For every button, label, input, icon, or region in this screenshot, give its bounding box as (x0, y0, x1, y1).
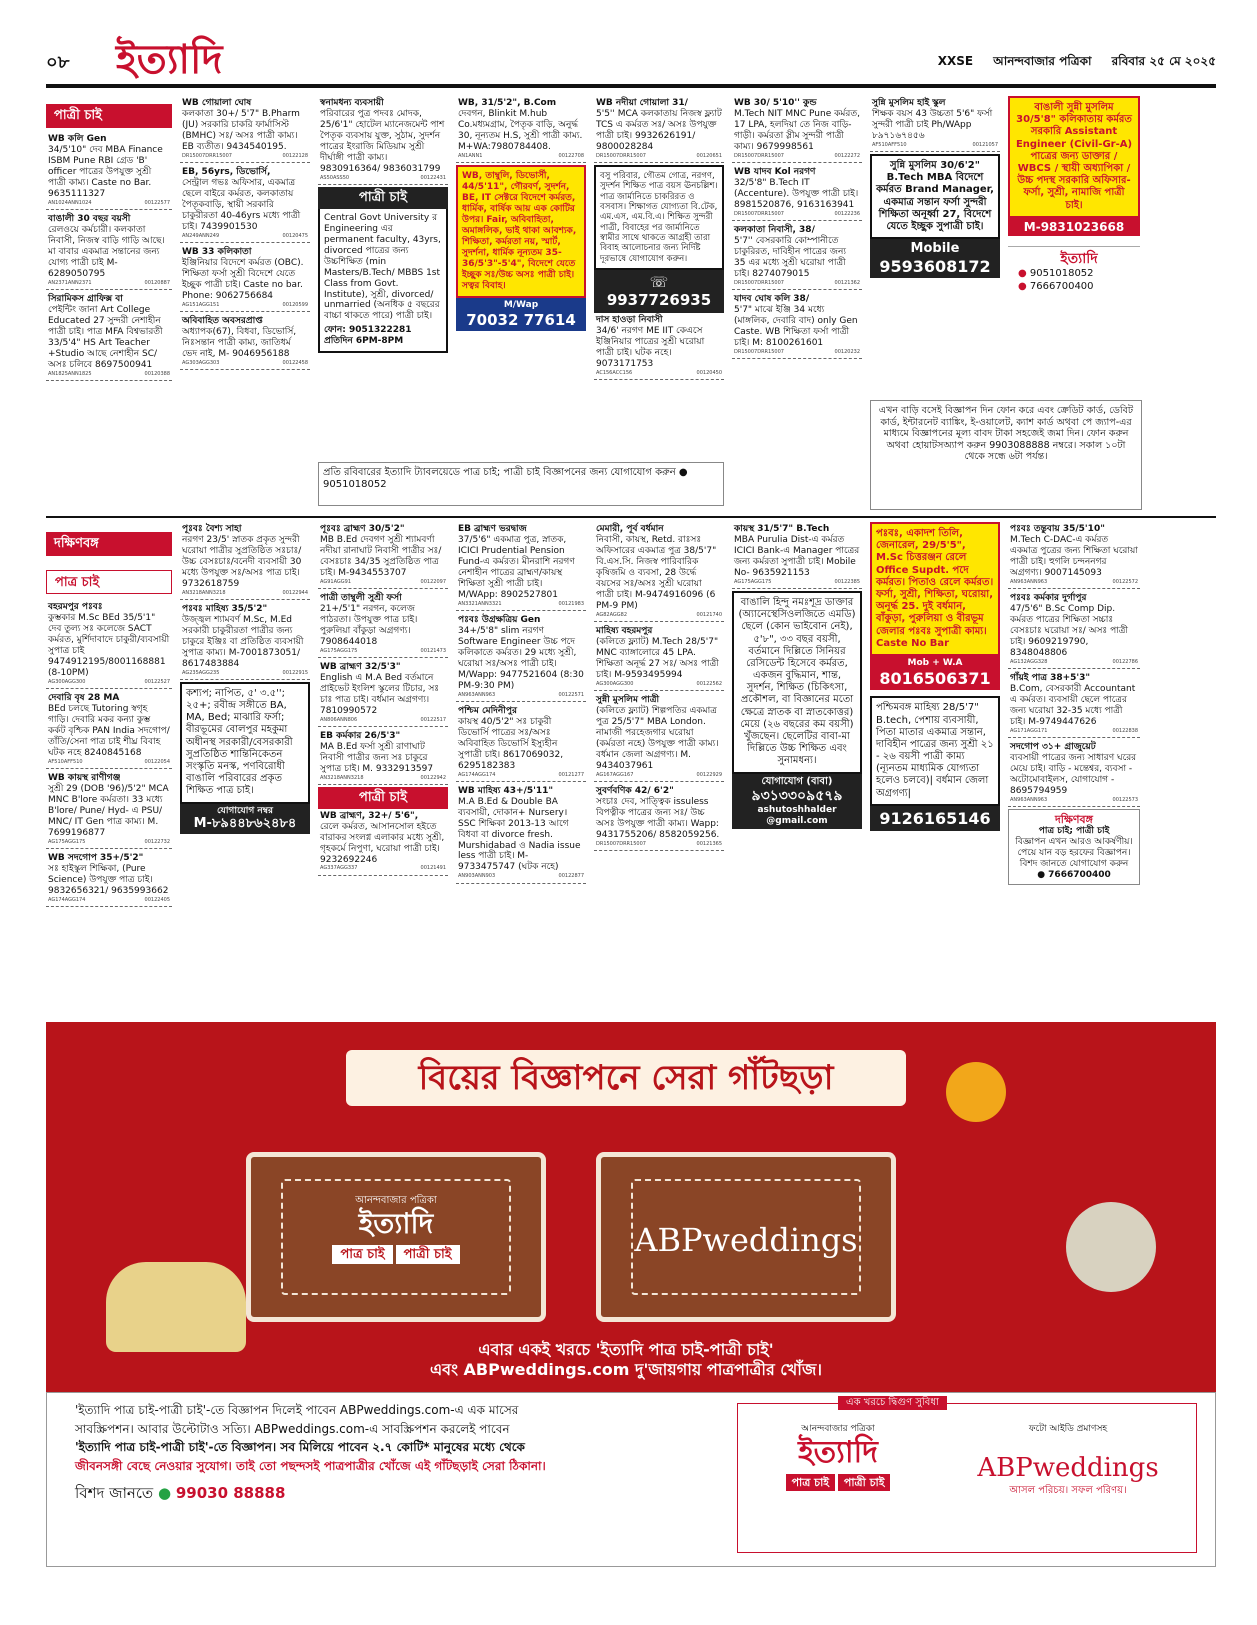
ad-code: AN806ANN806 00122517 (320, 716, 446, 723)
ad-code: DR15007DRR15007 00122128 (182, 152, 308, 159)
classified-ad: বহরমপুর পঃবঃ কুম্ভকার M.Sc BEd 35/5'1" দেব তুল্য সঃ কলেজে SACT কর্মরত, মুর্শিদাবাদে চাকুরী/ব্যবসায়ী সুপাত্র চাই 9474912195/8001168881 (8-10PM) AG300AGG300 00122527 (46, 600, 172, 689)
ad-code: AG303AGG303 00122458 (182, 359, 308, 366)
ad-code: AG167AGG167 00122929 (596, 771, 722, 778)
classified-ad: WB কায়স্থ রাণীগঞ্জ সুশ্রী 29 (DOB '96)/5'2" MCA MNC B'lore কর্মরতা। 33 মধ্যে B'lore/ Pune/ Hyd- এ PSU/ MNC/ IT Gen পাত্র কাম্য। M. 7699196877 AG175AGG175 00122732 (46, 771, 172, 849)
ad-box-kashyap: কশ্যপ; নাপিত, ৫' ৩.৫''; ২৫+; রবীন্দ্র সঙ্গীতে BA, MA, Bed; মাঝারি ফর্সা; বীরভূমের বোলপুর মহকুমা অধীনস্থ সরকারী/বেসরকারী সুপ্রতিষ্ঠিত শান্তিনিকেতন সংস্কৃতি মনস্ক, পণবিরোধী বাঙালি পরিবারের প্রকৃত শিক্ষিত পাত্র চাই। (180, 682, 310, 804)
bullet-icon: ● (1018, 280, 1030, 292)
classified-ad: WB নদীয়া গোয়ালা 31/ 5'5'' MCA কলকাতায় নিজস্ব ফ্ল্যাট TCS এ কর্মরত সঃ/ অসঃ উপযুক্ত পাত্রী চাই। 9932626191/ 9800028284 DR15007DRR15007 00120651 (594, 96, 724, 163)
classified-ad: EB ব্রাহ্মণ ভরদ্বাজ 37/5'6" একমাত্র পুত্র, স্নাতক, ICICI Prudential Pension Fund-এ কর্মরত। মীনরাশি নরগণ নেশাহীন পাত্রের ব্রাহ্মণ/কায়স্থ শিক্ষিতা সুশ্রী পাত্রী চাই। M/WApp: 8902527801 AN3321ANN3321 00121983 (456, 522, 586, 611)
ad-code: AN3321ANN3321 00121983 (458, 600, 584, 607)
top-col-8 (1008, 96, 1140, 396)
classified-ad: পাত্রী তাম্বুলী সুশ্রী ফর্সা 21+/5'1" নরগন, কলেজ পাঠরতা। উপযুক্ত পাত্র চাই। পুরুলিয়া বাঁকুড়া অগ্রগণ্য। 7908644018 AG175AGG175 00121473 (318, 591, 448, 658)
classified-ad: সুন্নি মুসলিম হাই স্কুল শিক্ষক বয়স 43 উচ্চতা 5'6" ফর্সা সুন্দরী পাত্রী চাই Ph/WApp ৮৯৭১৬৭৪৫৬ AF510AFF510 00121057 (870, 96, 1000, 152)
masthead-info (922, 54, 1216, 69)
section-patri-chai: পাত্রী চাই (46, 104, 172, 128)
ad-code: AC156ACC156 00120450 (596, 369, 722, 376)
ad-code: AN1825ANN1825 00120388 (48, 370, 170, 377)
ad-code: AG175AGG175 00122732 (48, 838, 170, 845)
footer-brand-box: এক খরচে দ্বিগুণ সুবিধা আনন্দবাজার পত্রিকা ইত্যাদি পাত্র চাই পাত্রী চাই ফটো আইডি প্রমাণসহ ABPweddings আসল পরিচয়। সফল পরিণয়। (737, 1403, 1197, 1553)
tili-contact: Mob + W.A 8016506371 (870, 656, 1000, 690)
section-dakshinbanga: দক্ষিণবঙ্গ (46, 532, 172, 556)
ittadi-contact: ইত্যাদি ● 9051018052 ● 7666700400 (1008, 246, 1140, 292)
classified-ad: সুন্নী মুসলিম পাত্রী (কলিতে ফ্ল্যাট) শিল্পপতির একমাত্র পুত্র 25/5'7" MBA London. নামাজী পরহেজগার ঘরোয়া (কর্মরতা নহে) উপযুক্ত পাত্রী কাম্য। বর্ধমান জেলা অগ্রগণ্য। M. 9434037961 AG167AGG167 00122929 (594, 693, 724, 782)
ad-code: DR15007DRR15007 00122272 (734, 152, 860, 159)
classified-ad: WB 30/ 5'10'' কুন্ড M.Tech NIT MNC Pune কর্মরত, 17 LPA, হলদিয়া তে নিজ বাড়ি-গাড়ী। কর্মরতা স্লীম সুন্দরী পাত্রী কাম্য। 9679998561 DR15007DRR15007 00122272 (732, 96, 862, 163)
ad-box-germany: বসু পরিবার, গৌতম গোত্র, নরগণ, সুদর্শন শিক্ষিত পাত্র বয়স ঊনচল্লিশ। পাত্র জার্মানিতে চাকরিরত ও বসবাস। শিক্ষাগত যোগ্যতা বি.টেক, এম.এস, এম.বি.এ। শিক্ষিত সুন্দরী পাত্রী, বিবাহের পর জার্মানিতে স্বামীর সাথে থাকতে আগ্রহী তারা বিবাহ আলোচনার জন্য নির্দিষ্ট দূরভাষে যোগাযোগ করুন। (594, 165, 724, 270)
classified-ad: কলকাতা নিবাসী, 38/ 5'7'' বেসরকারি কোম্পানীতে চাকুরিরত, দাবিহীন পাত্রের জন্য 35 এর মধ্যে সুশ্রী ঘরোয়া পাত্রী চাই। 8274079015 DR15007DRR15007 00121362 (732, 223, 862, 290)
classified-ad: EB কর্মকার 26/5'3" MA B.Ed ফর্সা সুশ্রী রাণাঘাট নিবাসী পাত্রীর জন্য সঃ চাকুরে সুপাত্র চাই। M. 9332913597 AN3218ANN3218 00122942 (318, 729, 448, 785)
ad-code: AF510AFF510 00122054 (48, 758, 170, 765)
ad-code: AG175AGG175 00121473 (320, 647, 446, 654)
ad-code: AN249ANN249 00120475 (182, 232, 308, 239)
ad-code: AS50ASS50 00122431 (320, 174, 446, 181)
issue-date: রবিবার ২৫ মে ২০২৫ (1111, 54, 1216, 68)
ad-code: DR15007DRR15007 00120651 (596, 152, 722, 159)
footer-ittadi-logo: আনন্দবাজার পত্রিকা ইত্যাদি পাত্র চাই পাত্রী চাই (748, 1424, 928, 1490)
ad-code: AG174AGG174 00122405 (48, 896, 170, 903)
classified-ad: WB 33 কলিকাতা ইঞ্জিনিয়ার বিদেশে কর্মরত (OBC). শিক্ষিতা ফর্সা সুশ্রী বিদেশে যেতে ইচ্ছুক পাত্রী চাই। Caste no bar. Phone: 9062756684 AG151AGG151 00120599 (180, 245, 310, 312)
classified-ad: সদগোপ ৩১+ গ্রাজুয়েট ব্যবসায়ী পাত্রের জন্য সাধারণ ঘরের মেয়ে চাই। বাড়ি - মন্তেশ্বর, ব্যবসা - অটোমোবাইলস, যোগাযোগ - 8695794959 AN963ANN963 00122573 (1008, 740, 1140, 807)
top-col-4 (456, 96, 586, 456)
mwap-badge: M/Wap 70032 77614 (456, 298, 586, 331)
page-header (46, 36, 1216, 88)
classified-ad: স্বনামধন্য ব্যবসায়ী পরিবারের পুত্র পদবঃ মোদক, 25/6'1" হোটেল ম্যানেজমেন্ট পাশ পৈতৃক ব্যবসায় যুক্ত, সুঠাম, সুদর্শন পাত্রের ইংরাজি মিডিয়াম সুশ্রী দীর্ঘাঙ্গী পাত্রী কাম্য। 9830916364/ 9836031799 AS50ASS50 00122431 (318, 96, 448, 185)
ad-code: AN3218ANN3218 00122944 (182, 589, 308, 596)
ad-code: AG235AGG235 00122915 (182, 669, 308, 676)
ad-code: AN1ANN1 00122708 (458, 152, 584, 159)
bot-col-4 (456, 522, 586, 1018)
ad-code: DR15007DRR15007 00120232 (734, 348, 860, 355)
ad-code: AG151AGG151 00120599 (182, 301, 308, 308)
ad-box-govt-faculty: Central Govt University র Engineering এর permanent faculty, 43yrs, divorced পাত্রের জন্য উচ্চশিক্ষিত (min Masters/B.Tech/ MBBS 1st Class from Govt. Institute), সুশ্রী, divorced/ unmarried (অনধিক ৫ বছরের বাচ্চা থাকতে পারে) পাত্রী চাই। ফোন: 9051322281 প্রতিদিন 6PM-8PM (318, 209, 448, 354)
banner-subtitle: এবার একই খরচে 'ইত্যাদি পাত্র চাই-পাত্রী চাই' এবং ABPweddings.com দু'জায়গায় পাত্রপাত্রীর খোঁজ। (430, 1340, 822, 1379)
edition-code: XXSE (937, 54, 974, 68)
ad-code: AG175AGG175 00122385 (734, 578, 860, 585)
abp-logo-text: ABPweddings (634, 1221, 858, 1259)
payment-notice: এখন বাড়ি বসেই বিজ্ঞাপন দিন ফোন করে এবং ক্রেডিট কার্ড, ডেবিট কার্ড, ইন্টারনেট ব্যাঙ্কিং, ই-ওয়ালেট, ক্যাশ কার্ড অথবা পে জ্যাপ-এর মাধ্যমে বিজ্ঞাপনের মূল্য বাবদ টাকা সহজেই জমা দিন। ফোন করুন অথবা হোয়াটসঅ্যাপ করুন 9903088888 নম্বরে। সকাল ১০টা থেকে সন্ধে ৬টা পর্যন্ত। (870, 400, 1142, 510)
classified-ad: দেবারি বৃষ 28 MA BEd চলছে Tutoring স্বগৃহ গাড়ি। দেবারি মকর কন্যা কুম্ভ কর্কট বৃশ্চিক PAN India সদগোপ/তাঁতি/সেনা পাত্র চাই শীঘ্র বিবাহ ঘটক নহে 8240845168 AF510AFF510 00122054 (46, 691, 172, 769)
classified-ad: পঃবঃ উগ্রক্ষত্রিয় Gen 34+/5'8" slim নরগণ Software Engineer উচ্চ পদে কলিকাতে কর্মরত। 29 মধ্যে সুশ্রী, ঘরোয়া সঃ/অসঃ পাত্রী চাই। M/Wapp: 9477521604 (8:30 PM-9:30 PM) AN963ANN963 00122571 (456, 613, 586, 702)
ad-code: AN3218ANN3218 00122942 (320, 774, 446, 781)
bot-col-3 (318, 522, 448, 1018)
classified-ad: পূঃবঃ ব্রাহ্মণ 30/5'2" MB B.Ed দেবগণ সুশ্রী শ্যামবর্ণা নদীয়া রানাঘাট নিবাসী পাত্রীর সঃ/বেসঃচাঃ 34/35 সুপ্রতিষ্ঠিত পাত্র চাই। M-9434553707 AG91AGG91 00122097 (318, 522, 448, 589)
classified-ad: WB ব্রাহ্মণ 32/5'3" English এ M.A Bed বর্তমানে প্রাইভেট ইংলিশ স্কুলের টিচার, সঃ চাঃ পাত্র চাই। বর্ধমান অগ্রগণ্য। 7810990572 AN806ANN806 00122517 (318, 660, 448, 727)
bot-col-5 (594, 522, 724, 1018)
ad-code: DR15007DRR15007 00121362 (734, 279, 860, 286)
classified-ad: পঃবঃ কর্মকার দুর্গাপুর 47/5'6" B.Sc Comp Dip. কর্মরত পাত্রের শিক্ষিতা সচ্চাঃ বেসঃচাঃ ঘরোয়া সঃ/ অসঃ পাত্রী চাই। 9609219790, 8348048806 AG132AGG328 00122786 (1008, 591, 1140, 669)
dakshinbanga-note: দক্ষিণবঙ্গ পাত্র চাই; পাত্রী চাই বিজ্ঞাপন এখন আরও আকর্ষণীয়। পেয়ে যান বড় হরফের বিজ্ঞাপন। বিশদ জানতে যোগাযোগ করুন ● 7666700400 (1008, 809, 1140, 885)
top-col-5 (594, 96, 724, 510)
patri-chai-button: পাত্রী চাই (396, 1245, 460, 1264)
section-patri-chai-low: পাত্রী চাই (318, 787, 448, 809)
section-logo: ইত্যাদি (116, 36, 223, 83)
ad-box-doctor: বাঙালি হিন্দু নমঃশূদ্র ডাক্তার (অ্যানেস্থেসিওলজিতে এমডি) ছেলে (কোন ভাইবোন নেই), ৫'৮", ৩৩ বছর বয়সী, বর্তমানে দিল্লিতে সিনিয়র রেসিডেন্ট হিসেবে কর্মরত, একজন বুদ্ধিমান, শান্ত, সুদর্শন, শিক্ষিত (চিকিৎসা, প্রকৌশল, বা বিজ্ঞানের মতো ক্ষেত্রে স্নাতক বা স্নাতকোত্তর) মেয়ে (২৬ বছরের কম বয়সী) খুঁজছেন। ছেলেটির বাবা-মা দিল্লিতে উচ্চ শিক্ষিত এবং সুনামধন্য। (732, 591, 862, 774)
top-col-3 (318, 96, 448, 456)
engineer-phone: M-9831023668 (1008, 218, 1140, 237)
top-col-6 (732, 96, 862, 510)
mahishya-phone: 9126165146 (870, 806, 1000, 832)
classified-ad: মেমারী, পূর্ব বর্ধমান নিবাসী, কায়স্থ, Retd. রাঃসঃ অফিসারের একমাত্র পুত্র 38/5'7" বি.এস.সি. নিজস্ব পারিবারিক কৃষিজমি ও ব্যবসা, 28 উর্দ্ধে বয়সের সঃ/অসঃ সুশ্রী ঘরোয়া পাত্রী চাই। M-9474916096 (6 PM-9 PM) AG82AGG82 00121740 (594, 522, 724, 622)
ad-code: AG171AGG171 00122838 (1010, 727, 1138, 734)
ad-code: AN1024ANN1024 00122577 (48, 199, 170, 206)
bot-col-1 (46, 600, 172, 1018)
classified-ad: গাঁয়ই পাত্র 38+5'3" B.Com, বেসরকারী Accountant এ কর্মরত। ব্যবসায়ী ছেলে পাত্রের জন্য ঘরোয়া 32-35 মধ্যে পাত্রী চাই। M-9749447626 AG171AGG171 00122838 (1008, 671, 1140, 738)
tabloid-strip: প্রতি রবিবারের ইত্যাদি ট্যাবলয়েডে পাত্র চাই; পাত্রী চাই বিজ্ঞাপনের জন্য যোগাযোগ করুন ● 9051018052 (318, 462, 724, 506)
bot-col-2 (180, 522, 310, 1018)
ad-code: DR15007DRR15007 00122236 (734, 210, 860, 217)
classified-ad: বাঙালী 30 বছর বয়সী রেলওয়ে কর্মচারী। কলকাতা নিবাসী, নিজস্ব বাড়ি গাড়ি আছে। মা বাবার একমাত্র সন্তানের জন্য যোগ্য পাত্রী চাই M-6289050795 AN2371ANN2371 00120887 (46, 212, 172, 290)
ad-code: AN903ANN903 00122877 (458, 873, 584, 880)
banana-decor (106, 1262, 246, 1352)
classified-ad: মাহিষ্য বহরমপুর (কলিতে ফ্ল্যাট) M.Tech 28/5'7" MNC ব্যাঙ্গালোরে 45 LPA. শিক্ষিতা অনূর্দ্ধ 27 সঃ/ অসঃ পাত্রী চাই। M-9593495994 AG300AGG300 00122562 (594, 624, 724, 691)
section-patri-chai-mid: পাত্রী চাই (318, 187, 448, 209)
classified-ad: কায়স্থ 31/5'7" B.Tech MBA Purulia Dist-এ কর্মরত ICICI Bank-এ Manager পাত্রের জন্য কর্মরতা সুপাত্রী চাই। Mobile No- 9635921153 AG175AGG175 00122385 (732, 522, 862, 589)
top-col-1 (46, 132, 172, 512)
plate-decor (1066, 1202, 1156, 1292)
classified-ad: EB, 56yrs, ডিভোর্সি, সেন্ট্রাল গভঃ অফিসার, একমাত্র ছেলে বাইরে কর্মরত, কলকাতায় পৈতৃকবাড়ি, স্থায়ী সরকারি চাকুরীরতা 40-46yrs মধ্যে পাত্রী চাই। 7439901530 AN249ANN249 00120475 (180, 165, 310, 243)
classified-ad: WB গোয়ালা ঘোষ কলকাতা 30+/ 5'7" B.Pharm (JU) সরকারি চাকরি ফার্মাসিস্ট (BMHC) সঃ/ অসঃ পাত্রী কাম্য। EB ব্যতীত। 9434540195. DR15007DRR15007 00122128 (180, 96, 310, 163)
classified-ad: সুবর্ণবণিক 42/ 6'2" সংচাঃ দেব, সাত্ত্বিক issuless বিপত্নীক পাত্রের জন্য সঃ/ উচ্চ অসঃ উপযুক্ত পাত্রী কাম্য। Wapp: 9431755206/ 8582059256. DR15007DRR15007 00121365 (594, 784, 724, 851)
kashyap-contact: যোগাযোগ নম্বর M-৮৯৪৪৮৬২৪৮৪ (180, 804, 310, 835)
classified-ad: পূঃবঃ বৈশ্য সাহা নরগণ 23/5' স্নাতক প্রকৃত সুন্দরী ঘরোয়া পাত্রীর সুপ্রতিষ্ঠিত সঃচাঃ/উচ্চ বেসঃচাঃ/বনেদী ব্যবসায়ী 30 মধ্যে উপযুক্ত সঃ/অসঃ পাত্র চাই। 9732618759 AN3218ANN3218 00122944 (180, 522, 310, 600)
doctor-contact: যোগাযোগ (বাবা) ৯৩১৩৩০৯৫৭৯ ashutoshhalder @gmail.com (732, 774, 862, 829)
patra-chai-button: পাত্র চাই (332, 1245, 392, 1264)
ad-code: DR15007DRR15007 00121365 (596, 840, 722, 847)
classified-ad: পশ্চিম মেদিনীপুর কায়স্থ 40/5'2" সঃ চাকুরী ডিভোর্সি পাত্রের সঃ/অসঃ অবিবাহিত ডিভোর্সি ইস্যুহীন সুপাত্রী চাই। 8617069032, 6295182383 AG174AGG174 00121277 (456, 704, 586, 782)
section-divider (46, 516, 1216, 518)
classified-ad: যাদব ঘোষ কলি 38/ 5'7" মাঝে ইঞ্জি 34 মধ্যে (মাঙ্গলিক, দেবারি বাদ) only Gen Caste. WB শিক্ষিতা ফর্সা পাত্রী চাই। M: 8100261601 DR15007DRR15007 00120232 (732, 292, 862, 359)
ad-code: AG300AGG300 00122527 (48, 678, 170, 685)
classified-ad: দাস হাওড়া নিবাসী 34/6' নরগণ ME IIT কেএসে ইঞ্জিনিয়ার পাত্রের সুশ্রী ঘরোয়া পাত্রী চাই। ঘটক নহে। 9073171753 AC156ACC156 00120450 (594, 313, 724, 380)
ad-code: AG132AGG328 00122786 (1010, 658, 1138, 665)
banner-title: বিয়ের বিজ্ঞাপনে সেরা গাঁটছড়া (346, 1050, 906, 1106)
abpweddings-card (596, 1152, 896, 1322)
classified-ad: WB ব্রাহ্মণ, 32+/ 5'6", রেলে কর্মরত, আসানসোল হইতে বারাকর সংলগ্ন এলাকার মধ্যে সুশ্রী, গৃহকর্মে নিপুণা, ঘরোয়া পাত্রী চাই। 9232692246 AG337AGG337 00121491 (318, 809, 448, 876)
bullet-icon: ● (1018, 268, 1030, 280)
classified-ad: WB মাহিষ্য 43+/5'11" M.A B.Ed & Double BA ব্যবসায়ী, দোকান+ Nursery। SSC শিক্ষিকা 2013-13 আগে বিধবা বা divorce fresh. Murshidabad ও Nadia issue less পাত্রী চাই। M-9733475747 (ঘটক নহে) AN903ANN903 00122877 (456, 784, 586, 884)
ad-yellow-tili: পঃবঃ, একাদশ তিলি, জেনারেল, 29/5'5", M.Sc চিত্তরঞ্জন রেলে Office Supdt. পদে কর্মরত। পিতাও রেলে কর্মরত। ফর্সা, সুশ্রী, শিক্ষিতা, ঘরোয়া, অনূর্দ্ধ 25. দুই বর্ধমান, বাঁকুড়া, পুরুলিয়া ও বীরভূম জেলার পঃবঃ সুপাত্রী কাম্য। Caste No Bar (870, 522, 1000, 656)
classified-ad: পঃবঃ মাহিষ্য 35/5'2" উজ্জ্বল শ্যামবর্ণ M.Sc, M.Ed সরকারী চাকুরীরতা পাত্রীর জন্য চাকুরে ইঞ্জিঃ বা প্রতিষ্ঠিত ব্যবসায়ী সুপাত্র কাম্য। M-7001873051/ 8617483884 AG235AGG235 00122915 (180, 602, 310, 680)
classified-ad: WB কলি Gen 34/5'10" দেব MBA Finance ISBM Pune RBI গ্রেড 'B' officer পাত্রের উপযুক্ত সুশ্রী পাত্রী কাম্য। Caste no Bar. 9635111327 AN1024ANN1024 00122577 (46, 132, 172, 210)
bot-col-7 (870, 522, 1000, 1018)
phone-icon: ☏ (649, 273, 669, 292)
ad-code: AG82AGG82 00121740 (596, 611, 722, 618)
ad-yellow-tambuli: WB, তাম্বুলি, ডিভোর্সী, 44/5'11", গৌরবর্ণ, সুদর্শন, BE, IT সেক্টরে বিদেশে কর্মরত, ধার্মিক, বার্ষিক আয় এক কোটির উপর। Fair, অবিবাহিতা, অমাঙ্গলিক, ভাই থাকা আবশ্যক, শিক্ষিতা, কর্মরতা নয়, স্মার্ট, সুদর্শনা, ধার্মিক নূন্যতম 35-36/5'3"-5'4", বিদেশে যেতে ইচ্ছুক সঃ/উচ্চ অসঃ পাত্রী চাই। সত্বর বিবাহ। (456, 165, 586, 298)
whatsapp-icon: ● (157, 1483, 172, 1502)
ad-code: AN2371ANN2371 00120887 (48, 279, 170, 286)
classified-ad: পঃবঃ তন্তুবায় 35/5'10" M.Tech C-DAC-এ কর্মরত একমাত্র পুত্রের জন্য শিক্ষিতা ঘরোয়া পাত্রী চাই। হুগলি চন্দননগর অগ্রগণ্য। 9007145093 AN963ANN963 00122572 (1008, 522, 1140, 589)
section-patra-chai: পাত্র চাই (46, 570, 172, 594)
ad-code: AF510AFF510 00121057 (872, 141, 998, 148)
marigold-decor (946, 1062, 1006, 1122)
promo-banner (46, 1022, 1216, 1392)
ittadi-card: আনন্দবাজার পত্রিকা ইত্যাদি পাত্র চাই পাত্রী চাই (246, 1152, 546, 1322)
ad-box-sunni-btech: সুন্নি মুসলিম 30/6'2" B.Tech MBA বিদেশে কর্মরত Brand Manager, একমাত্র সন্তান ফর্সা সুন্দরী শিক্ষিতা অনূর্ধ্বা 27, বিদেশে যেতে ইচ্ছুক সুপাত্রী চাই। (870, 154, 1000, 239)
top-col-2 (180, 96, 310, 510)
bot-col-8 (1008, 522, 1140, 1018)
phone-badge: ☏ 9937726935 (594, 270, 724, 313)
classified-ad: WB যাদব Kol নরগণ 32/5'8" B.Tech IT (Accenture). উপযুক্ত পাত্রী চাই। 8981520876, 9163163941 DR15007DRR15007 00122236 (732, 165, 862, 221)
ad-code: AN963ANN963 00122572 (1010, 578, 1138, 585)
classified-ad: অবিবাহিত অবসরপ্রাপ্ত অধ্যাপক(67), বিধবা, ডিভোর্সি, নিঃসন্তান পাত্রী কাম্য, জাতিধর্ম ভেদ নাই, M- 9046956188 AG303AGG303 00122458 (180, 314, 310, 370)
page-number: ০৮ (46, 52, 70, 73)
ad-code: AG337AGG337 00121491 (320, 865, 446, 872)
ad-code: AG91AGG91 00122097 (320, 578, 446, 585)
ad-code: AN963ANN963 00122571 (458, 691, 584, 698)
ad-code: AG174AGG174 00121277 (458, 771, 584, 778)
footer-promo: 'ইত্যাদি পাত্র চাই-পাত্রী চাই'-তে বিজ্ঞাপন দিলেই পাবেন ABPweddings.com-এ এক মাসের সাবস্ক্রিপশন। আবার উল্টোটাও সত্যি। ABPweddings.com-এ সাবস্ক্রিপশন করলেই পাবেন 'ইত্যাদি পাত্র চাই-পাত্রী চাই'-তে বিজ্ঞাপন। সব মিলিয়ে পাবেন ২.৭ কোটি* মানুষের মধ্যে থেকে জীবনসঙ্গী বেছে নেওয়ার সুযোগ। তাই তো পছন্দসই পাত্রপাত্রীর খোঁজে এই গাঁটছড়াই সেরা ঠিকানা। বিশদ জানতে ● 99030 88888 এক খরচে দ্বিগুণ সুবিধা আনন্দবাজার পত্রিকা ইত্যাদি পাত্র চাই পাত্রী চাই ফটো আইডি প্রমাণসহ ABPweddings আসল পরিচয়। সফল পরিণয়। (46, 1392, 1216, 1567)
ad-yellow-engineer: বাঙালী সুন্নী মুসলিম 30/5'8" কলিকাতায় কর্মরত সরকারি Assistant Engineer (Civil-Gr-A) পাত্রের জন্য ডাক্তার / WBCS / স্থায়ী অধ্যাপিকা / উচ্চ পদস্থ সরকারি অফিসার-ফর্সা, সুশ্রী, নামাজি পাত্রী চাই। (1008, 96, 1140, 218)
classified-ad: সিরামিকস গ্রাফিক্স বা পেইন্টিং জানা Art College Educated 27 সুন্দরী নেশাহীন পাত্রী চাই। পাত্র MFA বিশ্বভারতী 33/5'4" HS Art Teacher +Studio আছে নেশাহীন SC/অসঃ চলিবে 8697500941 AN1825ANN1825 00120388 (46, 292, 172, 381)
ad-box-mahishya: পশ্চিমবঙ্গ মাহিষ্য 28/5'7" B.tech, পেশায় ব্যবসায়ী, পিতা মাতার একমাত্র সন্তান, দাবিহীন পাত্রের জন্য সুশ্রী ২১ - ২৬ বয়সী পাত্রী কাম্য (ন্যূনতম মাধ্যমিক যোগ্যতা হলেও চলবে)| বর্ধমান জেলা অগ্রগণ্য| (870, 696, 1000, 806)
classified-ad: WB সদগোপ 35+/5'2" সঃ হাইস্কুল শিক্ষিকা, (Pure Science) উপযুক্ত পাত্র চাই। 9832656321/ 9635993662 AG174AGG174 00122405 (46, 851, 172, 907)
ad-code: AG300AGG300 00122562 (596, 680, 722, 687)
bot-col-6 (732, 522, 862, 1018)
ad-code: AN963ANN963 00122573 (1010, 796, 1138, 803)
paper-name: আনন্দবাজার পত্রিকা (993, 54, 1092, 68)
top-col-7 (870, 96, 1000, 396)
mobile-badge: Mobile 9593608172 (870, 239, 1000, 278)
footer-abp-logo: ফটো আইডি প্রমাণসহ ABPweddings আসল পরিচয়। সফল পরিণয়। (977, 1424, 1159, 1496)
classified-ad: WB, 31/5'2", B.Com দেবগন, Blinkit M.hub Co.মধ্যমগ্রাম, পৈতৃক বাড়ি, অনুর্দ্ধ 30, নূন্যতম H.S, সুশ্রী পাত্রী কাম্য. M+WA:7980784408. AN1ANN1 00122708 (456, 96, 586, 163)
